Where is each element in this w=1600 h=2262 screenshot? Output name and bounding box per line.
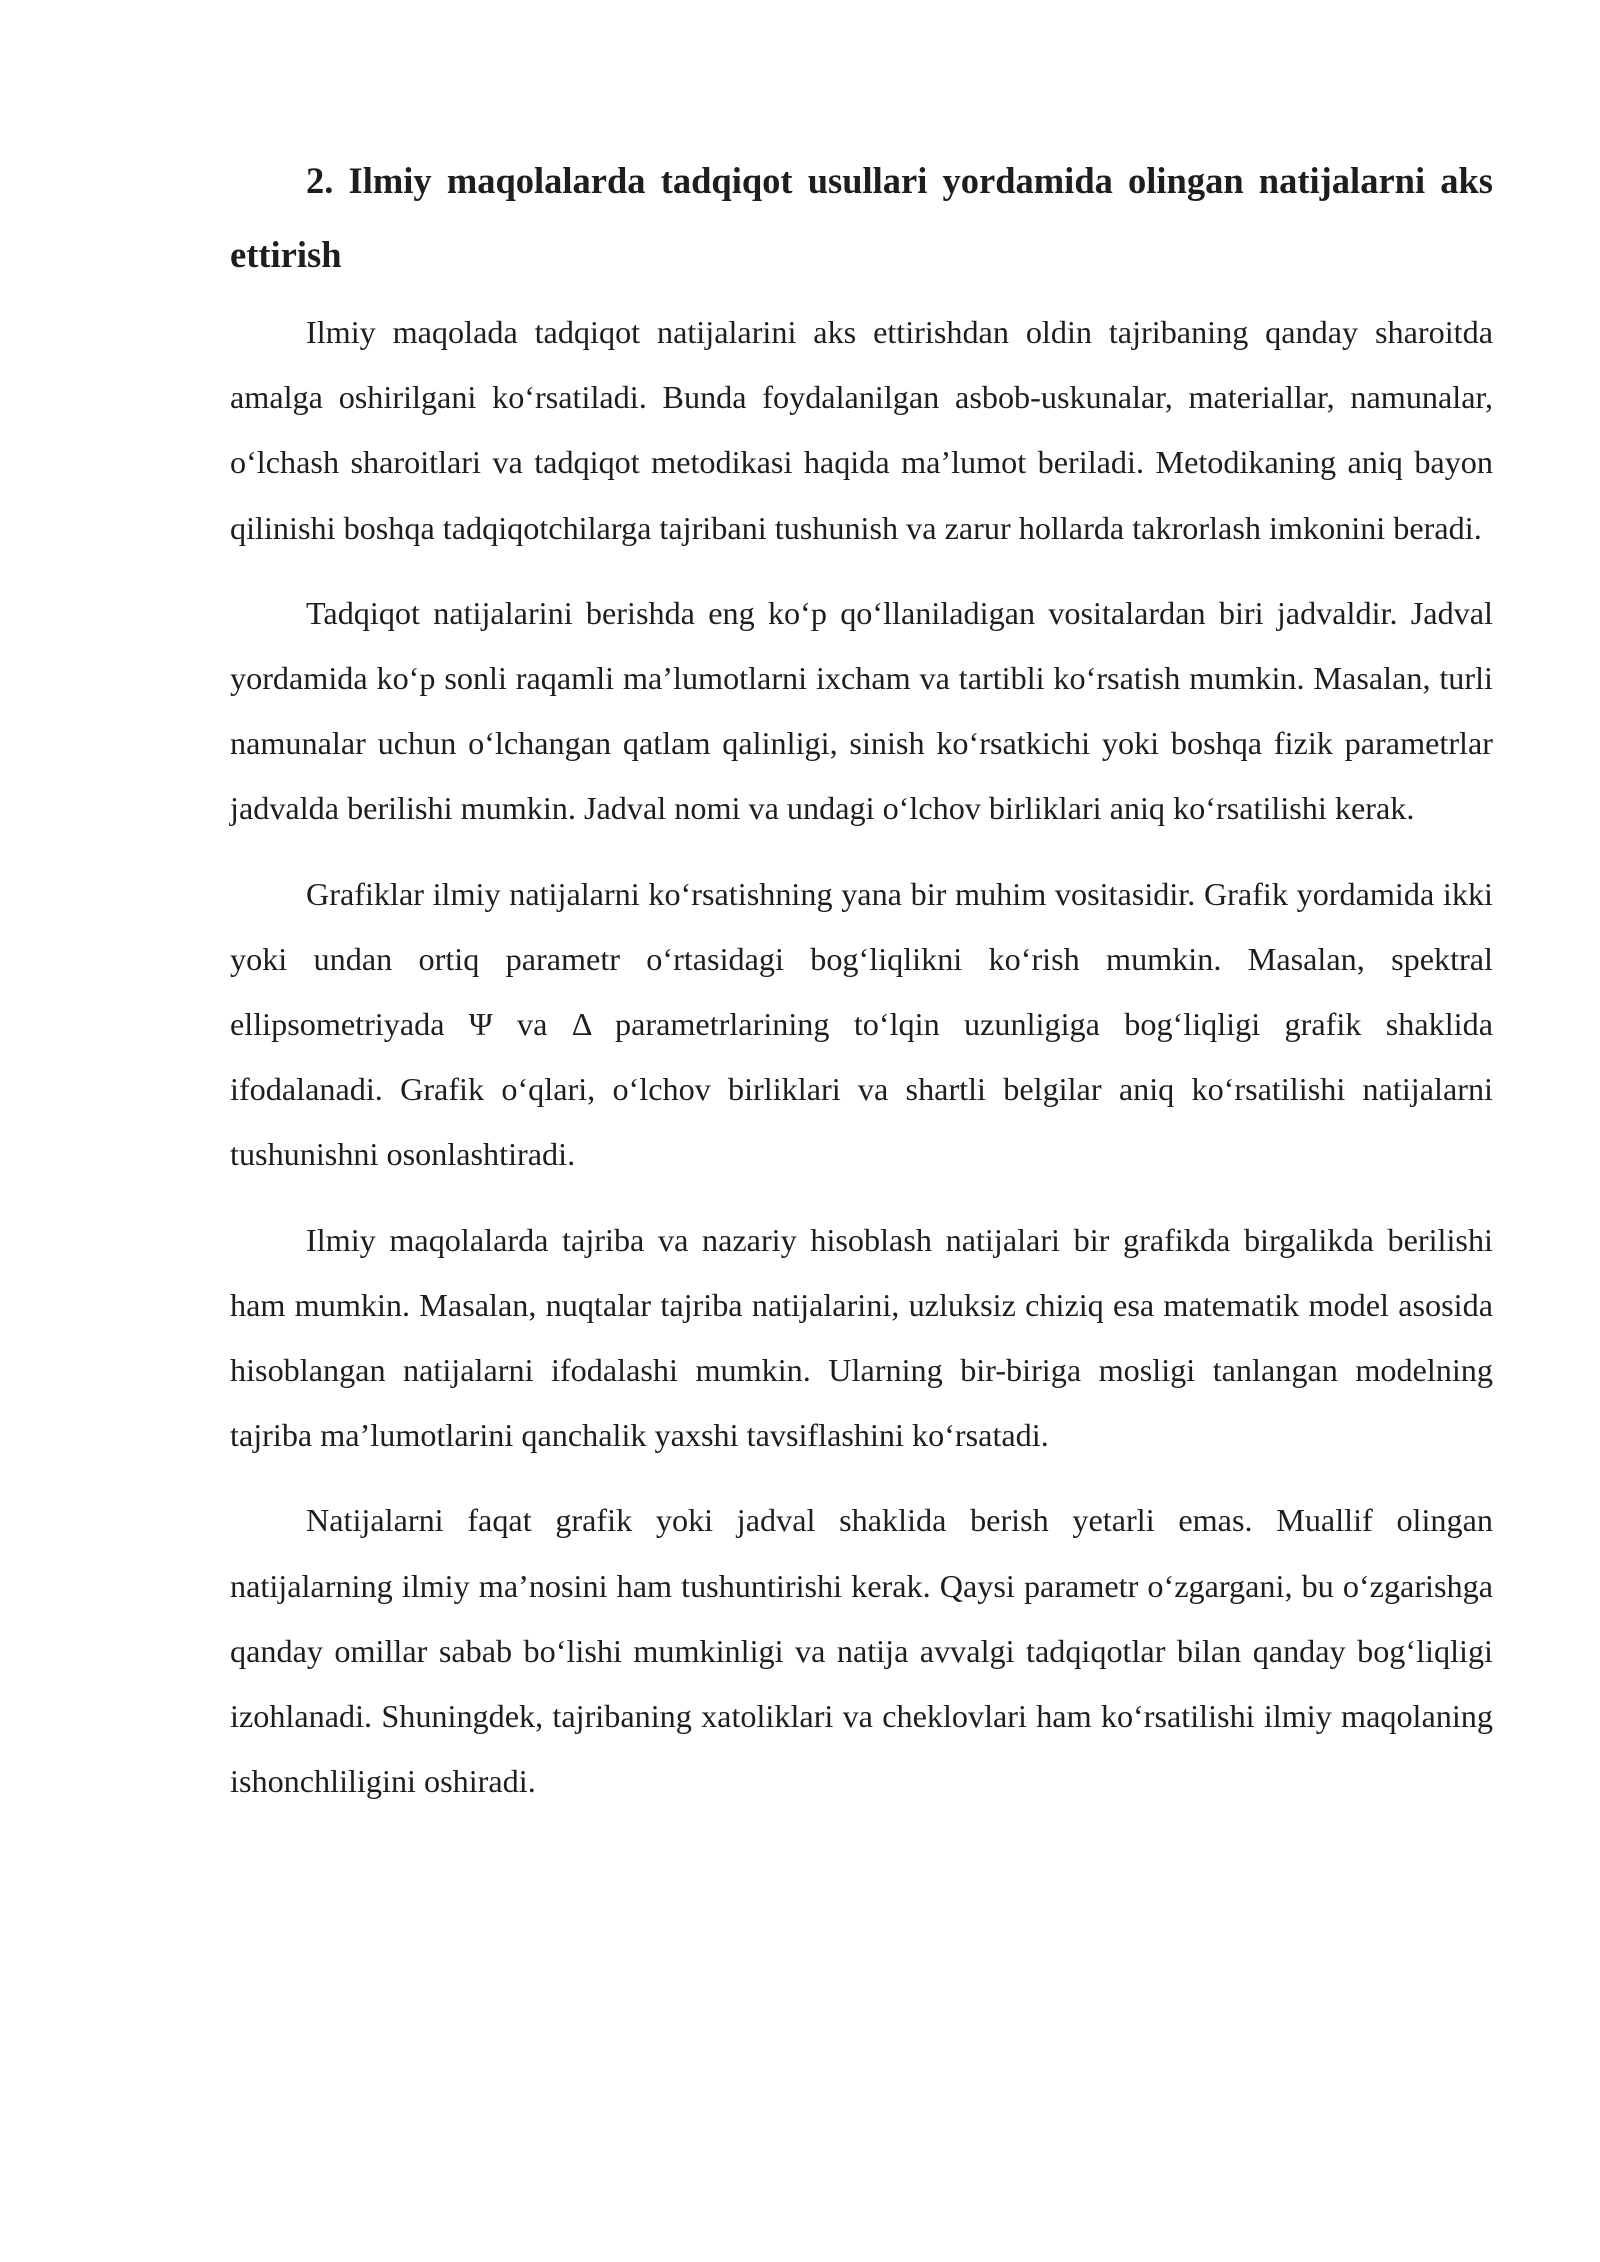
paragraph-setup: Ilmiy maqolada tadqiqot natijalarini aks ettirishdan oldin tajribaning qanday sharoitda amalga oshirilgani ko‘rsatiladi. Bunda foydalanilgan asbob-uskunalar, materiallar, namunalar, o‘lchash sharoitlari va tadqiqot metodikasi haqida ma’lumot beriladi. Metodikaning aniq bayon qilinishi boshqa tadqiqotchilarga tajribani tushunish va zarur hollarda takrorlash imkonini beradi. bbox=[230, 314, 1493, 546]
section-heading: 2. Ilmiy maqolalarda tadqiqot usullari yordamida olingan natijalarni aks ettirish bbox=[230, 160, 1493, 275]
paragraph-graphs: Grafiklar ilmiy natijalarni ko‘rsatishning yana bir muhim vositasidir. Grafik yordamida ikki yoki undan ortiq parametr o‘rtasidagi bog‘liqlikni ko‘rish mumkin. Masalan, spektral ellipsometriyada Ψ va Δ parametrlarining to‘lqin uzunligiga bog‘liqligi grafik shaklida ifodalanadi. Grafik o‘qlari, o‘lchov birliklari va shartli belgilar aniq ko‘rsatilishi natijalarni tushunishni osonlashtiradi. bbox=[230, 875, 1493, 1173]
paragraph-experiment-theory: Ilmiy maqolalarda tajriba va nazariy hisoblash natijalari bir grafikda birgalikda berilishi ham mumkin. Masalan, nuqtalar tajriba natijalarini, uzluksiz chiziq esa matematik model asosida hisoblangan natijalarni ifodalashi mumkin. Ularning bir-biriga mosligi tanlangan modelning tajriba ma’lumotlarini qanchalik yaxshi tavsiflashini ko‘rsatadi. bbox=[230, 1221, 1493, 1454]
paragraph-interpretation: Natijalarni faqat grafik yoki jadval shaklida berish yetarli emas. Muallif olingan natijalarning ilmiy ma’nosini ham tushuntirishi kerak. Qaysi parametr o‘zgargani, bu o‘zgarishga qanday omillar sabab bo‘lishi mumkinligi va natija avvalgi tadqiqotlar bilan qanday bog‘liqligi izohlanadi. Shuningdek, tajribaning xatoliklari va cheklovlari ham ko‘rsatilishi ilmiy maqolaning ishonchliligini oshiradi. bbox=[230, 1502, 1493, 1800]
paragraph-tables: Tadqiqot natijalarini berishda eng ko‘p qo‘llaniladigan vositalardan biri jadvaldir. Jadval yordamida ko‘p sonli raqamli ma’lumotlarni ixcham va tartibli ko‘rsatish mumkin. Masalan, turli namunalar uchun o‘lchangan qatlam qalinligi, sinish ko‘rsatkichi yoki boshqa fizik parametrlar jadvalda berilishi mumkin. Jadval nomi va undagi o‘lchov birliklari aniq ko‘rsatilishi kerak. bbox=[230, 594, 1493, 827]
document-page bbox=[230, 144, 1493, 1834]
